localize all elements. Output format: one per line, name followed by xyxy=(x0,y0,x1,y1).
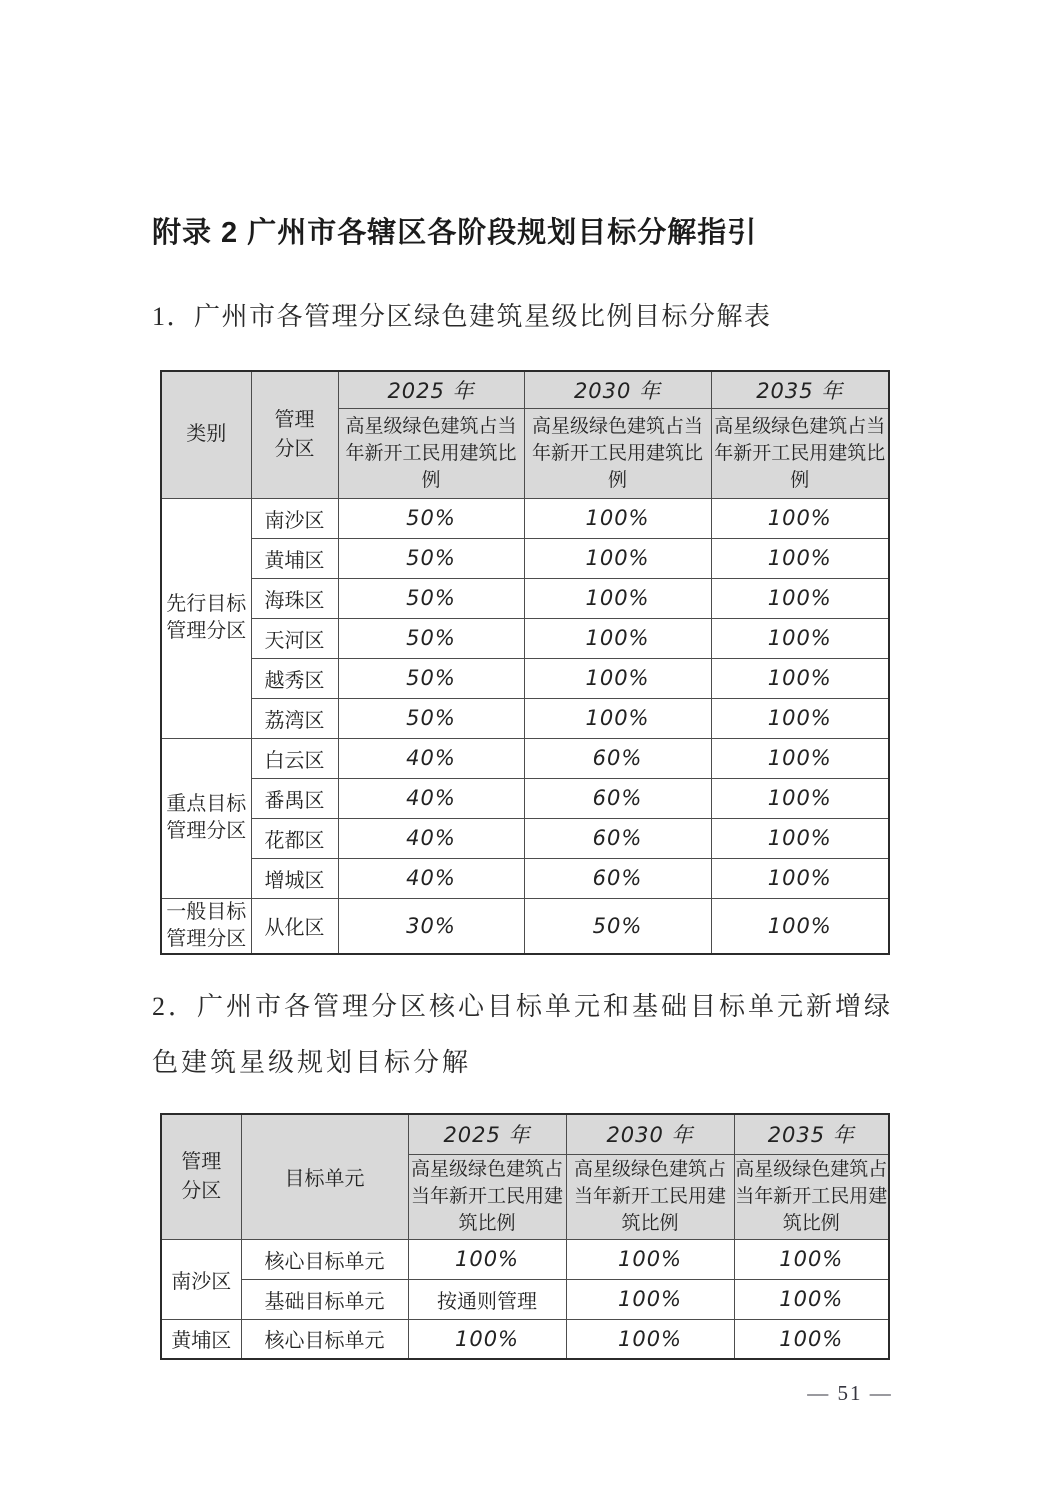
t1-metric-2030: 高星级绿色建筑占当年新开工民用建筑比例 xyxy=(524,408,711,498)
zone-cell: 黄埔区 xyxy=(251,538,338,578)
t1-category-key: 重点目标管理分区 xyxy=(161,738,251,898)
value-cell: 100% xyxy=(566,1239,734,1279)
value-cell: 50% xyxy=(338,498,524,538)
value-cell: 100% xyxy=(711,898,889,954)
value-cell: 50% xyxy=(338,538,524,578)
zone-cell: 花都区 xyxy=(251,818,338,858)
value-cell: 100% xyxy=(711,498,889,538)
zone-cell: 荔湾区 xyxy=(251,698,338,738)
value-cell: 50% xyxy=(524,898,711,954)
value-cell: 40% xyxy=(338,738,524,778)
zone-cell: 番禺区 xyxy=(251,778,338,818)
t1-metric-2035: 高星级绿色建筑占当年新开工民用建筑比例 xyxy=(711,408,889,498)
t2-metric-2035: 高星级绿色建筑占当年新开工民用建筑比例 xyxy=(734,1154,889,1239)
value-cell: 60% xyxy=(524,818,711,858)
t2-header-year-2025: 2025 年 xyxy=(408,1114,566,1154)
value-cell: 60% xyxy=(524,738,711,778)
t1-header-year-2035: 2035 年 xyxy=(711,371,889,408)
value-cell: 100% xyxy=(711,618,889,658)
unit-cell: 核心目标单元 xyxy=(241,1239,408,1279)
value-cell: 100% xyxy=(711,698,889,738)
value-cell: 100% xyxy=(524,698,711,738)
value-cell: 100% xyxy=(711,818,889,858)
table-row xyxy=(161,498,889,538)
t2-header-year-2030: 2030 年 xyxy=(566,1114,734,1154)
value-cell: 100% xyxy=(524,538,711,578)
value-cell: 100% xyxy=(711,858,889,898)
t1-header-year-2030: 2030 年 xyxy=(524,371,711,408)
value-cell: 100% xyxy=(734,1239,889,1279)
table-row xyxy=(161,578,889,618)
table-row xyxy=(161,738,889,778)
t2-metric-2030: 高星级绿色建筑占当年新开工民用建筑比例 xyxy=(566,1154,734,1239)
value-cell: 100% xyxy=(711,538,889,578)
table-row xyxy=(161,898,889,954)
t1-header-category: 类别 xyxy=(161,371,251,498)
t1-header-year-2025: 2025 年 xyxy=(338,371,524,408)
t1-category-general: 一般目标管理分区 xyxy=(161,898,251,954)
table-row xyxy=(161,698,889,738)
zone-cell: 白云区 xyxy=(251,738,338,778)
value-cell: 100% xyxy=(734,1279,889,1319)
t1-header-row-years xyxy=(161,371,889,408)
zone-cell: 越秀区 xyxy=(251,658,338,698)
value-cell: 30% xyxy=(338,898,524,954)
value-cell: 40% xyxy=(338,818,524,858)
table-row xyxy=(161,618,889,658)
t2-header-unit: 目标单元 xyxy=(241,1114,408,1239)
table-star-ratio-targets xyxy=(160,370,890,955)
value-cell: 100% xyxy=(711,778,889,818)
value-cell: 100% xyxy=(408,1319,566,1359)
value-cell: 100% xyxy=(408,1239,566,1279)
value-cell: 50% xyxy=(338,658,524,698)
t2-zone-nansha: 南沙区 xyxy=(161,1239,241,1319)
table-row xyxy=(161,1319,889,1359)
unit-cell: 基础目标单元 xyxy=(241,1279,408,1319)
value-cell: 100% xyxy=(734,1319,889,1359)
table-row xyxy=(161,858,889,898)
value-cell: 按通则管理 xyxy=(408,1279,566,1319)
zone-cell: 天河区 xyxy=(251,618,338,658)
t1-metric-2025: 高星级绿色建筑占当年新开工民用建筑比例 xyxy=(338,408,524,498)
value-cell: 100% xyxy=(566,1279,734,1319)
value-cell: 100% xyxy=(566,1319,734,1359)
zone-cell: 从化区 xyxy=(251,898,338,954)
value-cell: 100% xyxy=(711,658,889,698)
t1-header-zone xyxy=(251,371,338,498)
t2-header-year-2035: 2035 年 xyxy=(734,1114,889,1154)
t2-zone-huangpu: 黄埔区 xyxy=(161,1319,241,1359)
t1-header-zone-label: 管理分区 xyxy=(274,408,315,460)
zone-cell: 增城区 xyxy=(251,858,338,898)
value-cell: 40% xyxy=(338,778,524,818)
value-cell: 100% xyxy=(711,738,889,778)
value-cell: 100% xyxy=(524,618,711,658)
zone-cell: 海珠区 xyxy=(251,578,338,618)
table-row xyxy=(161,778,889,818)
page-number: — 51 — xyxy=(807,1381,893,1405)
value-cell: 50% xyxy=(338,618,524,658)
table-row xyxy=(161,658,889,698)
section1-heading: 1．广州市各管理分区绿色建筑星级比例目标分解表 xyxy=(152,302,772,331)
value-cell: 50% xyxy=(338,578,524,618)
value-cell: 60% xyxy=(524,778,711,818)
section2-heading-line2: 色建筑星级规划目标分解 xyxy=(152,1048,472,1077)
value-cell: 100% xyxy=(524,658,711,698)
value-cell: 50% xyxy=(338,698,524,738)
value-cell: 100% xyxy=(524,578,711,618)
t2-metric-2025: 高星级绿色建筑占当年新开工民用建筑比例 xyxy=(408,1154,566,1239)
value-cell: 40% xyxy=(338,858,524,898)
value-cell: 100% xyxy=(524,498,711,538)
table-unit-targets xyxy=(160,1113,890,1360)
value-cell: 60% xyxy=(524,858,711,898)
t2-header-row-years xyxy=(161,1114,889,1154)
page-title: 附录 2 广州市各辖区各阶段规划目标分解指引 xyxy=(152,217,758,249)
table-row xyxy=(161,1279,889,1319)
table-row xyxy=(161,1239,889,1279)
t2-header-zone xyxy=(161,1114,241,1239)
t1-category-pioneer: 先行目标管理分区 xyxy=(161,498,251,738)
value-cell: 100% xyxy=(711,578,889,618)
section2-heading-line1: 2．广州市各管理分区核心目标单元和基础目标单元新增绿 xyxy=(152,992,894,1021)
zone-cell: 南沙区 xyxy=(251,498,338,538)
t2-header-zone-label: 管理分区 xyxy=(181,1150,222,1202)
table-row xyxy=(161,538,889,578)
unit-cell: 核心目标单元 xyxy=(241,1319,408,1359)
table-row xyxy=(161,818,889,858)
